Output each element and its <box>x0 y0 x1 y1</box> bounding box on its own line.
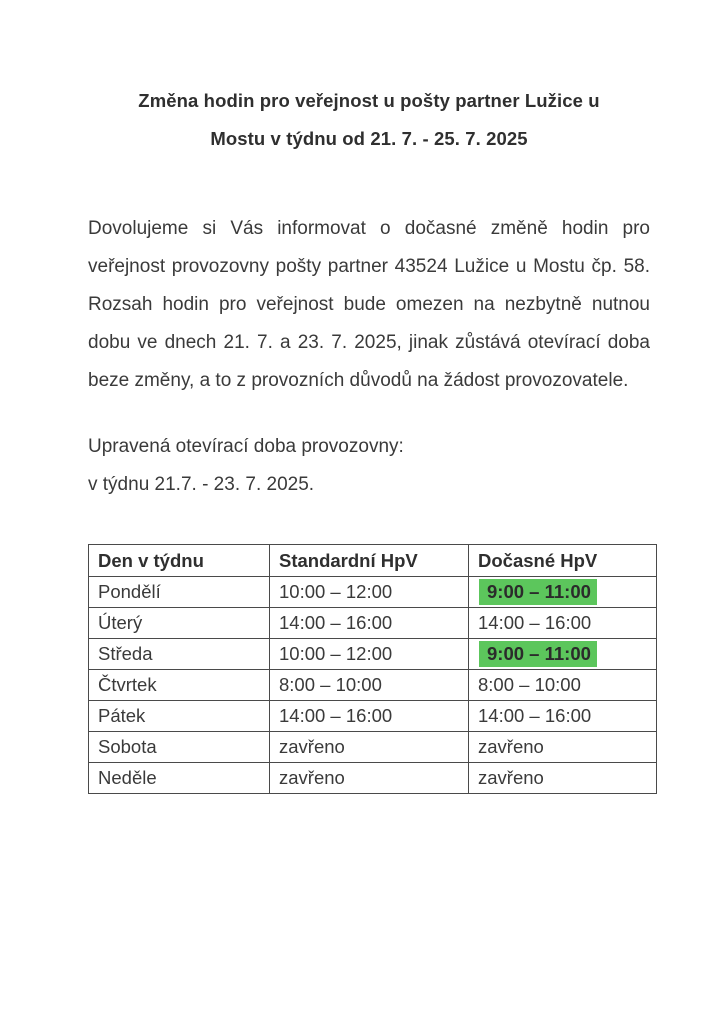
column-header-standard-hours: Standardní HpV <box>270 545 469 577</box>
cell-standard-hours: zavřeno <box>270 732 469 763</box>
adjusted-hours-subheading-line-2: v týdnu 21.7. - 23. 7. 2025. <box>88 474 315 495</box>
table-body <box>89 577 657 794</box>
highlighted-hours: 9:00 – 11:00 <box>479 641 597 667</box>
cell-day: Úterý <box>89 608 270 639</box>
table-row <box>89 608 657 639</box>
cell-day: Neděle <box>89 763 270 794</box>
cell-day: Pátek <box>89 701 270 732</box>
adjusted-hours-subheading <box>88 400 650 504</box>
cell-standard-hours: 14:00 – 16:00 <box>270 701 469 732</box>
table-header <box>89 545 657 577</box>
notice-paragraph: Dovolujeme si Vás informovat o dočasné změně hodin pro veřejnost provozovny pošty partner 43524 Lužice u Mostu čp. 58. Rozsah hodin pro veřejnost bude omezen na nezbytně nutnou dobu ve dnech 21. 7. a 23. 7. 2025, jinak zůstává otevírací doba beze změny, a to z provozních důvodů na žádost provozovatele. <box>88 218 650 391</box>
highlighted-hours: 9:00 – 11:00 <box>479 579 597 605</box>
column-header-day: Den v týdnu <box>89 545 270 577</box>
cell-temporary-hours: 14:00 – 16:00 <box>469 608 657 639</box>
table-row <box>89 732 657 763</box>
cell-standard-hours: 14:00 – 16:00 <box>270 608 469 639</box>
cell-temporary-hours <box>469 577 657 608</box>
table-row <box>89 763 657 794</box>
cell-standard-hours: 10:00 – 12:00 <box>270 577 469 608</box>
cell-temporary-hours: zavřeno <box>469 732 657 763</box>
cell-day: Čtvrtek <box>89 670 270 701</box>
table-row <box>89 701 657 732</box>
cell-temporary-hours: 8:00 – 10:00 <box>469 670 657 701</box>
cell-temporary-hours: zavřeno <box>469 763 657 794</box>
cell-day: Středa <box>89 639 270 670</box>
cell-temporary-hours: 14:00 – 16:00 <box>469 701 657 732</box>
cell-temporary-hours <box>469 639 657 670</box>
cell-day: Sobota <box>89 732 270 763</box>
table-row <box>89 577 657 608</box>
adjusted-hours-subheading-line-1: Upravená otevírací doba provozovny: <box>88 436 404 457</box>
cell-standard-hours: 8:00 – 10:00 <box>270 670 469 701</box>
cell-standard-hours: 10:00 – 12:00 <box>270 639 469 670</box>
page-title-line-2: Mostu v týdnu od 21. 7. - 25. 7. 2025 <box>210 128 528 149</box>
document-content <box>88 0 650 794</box>
opening-hours-table-container <box>88 504 650 794</box>
table-row <box>89 670 657 701</box>
table-header-row <box>89 545 657 577</box>
table-row <box>89 639 657 670</box>
cell-standard-hours: zavřeno <box>270 763 469 794</box>
cell-day: Pondělí <box>89 577 270 608</box>
page-title <box>88 0 650 158</box>
page-title-line-1: Změna hodin pro veřejnost u pošty partner Lužice u <box>138 90 600 111</box>
opening-hours-table <box>88 544 657 794</box>
column-header-temporary-hours: Dočasné HpV <box>469 545 657 577</box>
